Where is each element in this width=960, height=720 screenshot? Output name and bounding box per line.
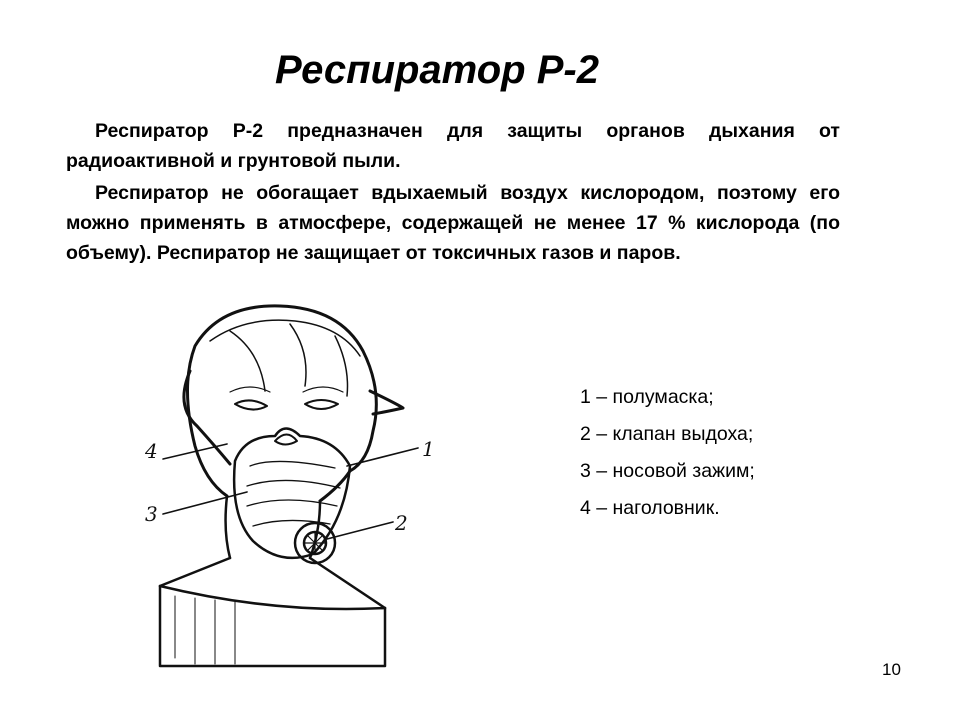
legend-item-exhalation-valve: 2 – клапан выдоха; (580, 423, 754, 445)
paragraph-limitations: Респиратор не обогащает вдыхаемый воздух кислородом, поэтому его можно применять в атмосфере, содержащей не менее 17 % кислорода (по объему). Респиратор не защищает от токсичных газов и паров. (66, 182, 840, 264)
slide-title: Респиратор Р-2 (275, 48, 599, 92)
paragraph-purpose: Респиратор Р-2 предназначен для защиты органов дыхания от радиоактивной и грунтовой пыли. (66, 120, 840, 172)
callout-4: 4 (145, 439, 158, 463)
head-strap (184, 371, 403, 464)
mannequin-stand (160, 558, 385, 666)
hair-lines (210, 320, 360, 396)
callout-1: 1 (422, 437, 435, 461)
eyes (230, 387, 343, 410)
legend-item-head-harness: 4 – наголовник. (580, 497, 720, 519)
respirator-illustration (135, 296, 435, 686)
legend-item-nose-clip: 3 – носовой зажим; (580, 460, 755, 482)
callout-3: 3 (145, 502, 158, 526)
page-number: 10 (882, 660, 901, 679)
legend-item-half-mask: 1 – полумаска; (580, 386, 714, 408)
half-mask (234, 429, 350, 558)
parts-legend (580, 379, 755, 527)
exhalation-valve (295, 523, 335, 563)
mannequin-head (188, 306, 377, 501)
callout-2: 2 (395, 511, 408, 535)
description-text (66, 116, 840, 284)
leader-lines (163, 444, 418, 539)
